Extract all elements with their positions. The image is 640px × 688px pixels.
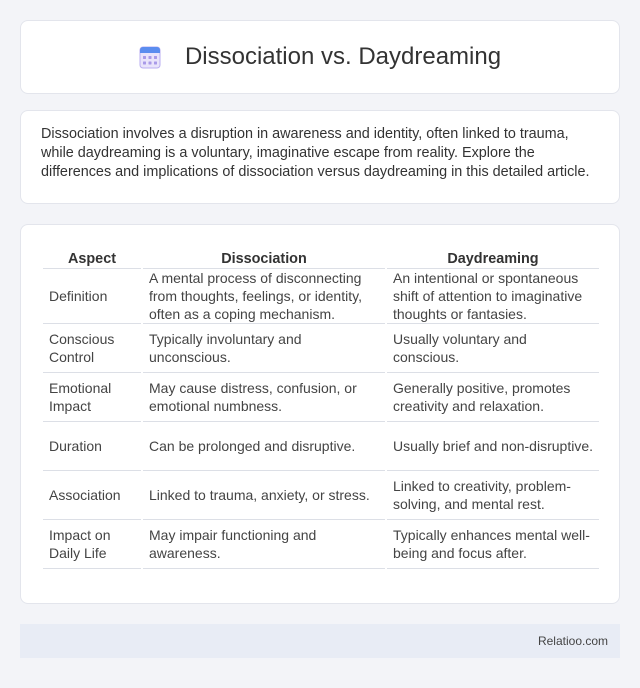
intro-card [20, 110, 620, 204]
table-row [43, 373, 599, 422]
title-card [20, 20, 620, 94]
table-header-row [43, 245, 599, 269]
footer-brand: Relatioo.com [537, 634, 608, 648]
comparison-card [20, 224, 620, 604]
dissociation-cell: Can be prolonged and disruptive. [143, 422, 385, 471]
dissociation-cell: A mental process of disconnecting from thoughts, feelings, or identity, often as a coping mechanism. [143, 269, 385, 324]
table-row [43, 269, 599, 324]
dissociation-cell: May cause distress, confusion, or emotional numbness. [143, 373, 385, 422]
daydreaming-cell: Usually brief and non-disruptive. [387, 422, 599, 471]
comparison-table [41, 245, 601, 569]
page-title: Dissociation vs. Daydreaming [184, 43, 502, 70]
aspect-cell: Definition [43, 269, 141, 324]
intro-text: Dissociation involves a disruption in awareness and identity, often linked to trauma, while daydreaming is a voluntary, imaginative escape from reality. Explore the differences and implications of dissociation versus daydreaming in this detailed article. [41, 126, 590, 180]
aspect-cell: Conscious Control [43, 324, 141, 373]
column-header: Aspect [43, 245, 141, 269]
aspect-cell: Duration [43, 422, 141, 471]
column-header: Daydreaming [387, 245, 599, 269]
dissociation-cell: Typically involuntary and unconscious. [143, 324, 385, 373]
calendar-icon [139, 45, 161, 69]
aspect-cell: Association [43, 471, 141, 520]
daydreaming-cell: An intentional or spontaneous shift of attention to imaginative thoughts or fantasies. [387, 269, 599, 324]
aspect-cell: Impact on Daily Life [43, 520, 141, 569]
dissociation-cell: Linked to trauma, anxiety, or stress. [143, 471, 385, 520]
column-header: Dissociation [143, 245, 385, 269]
daydreaming-cell: Usually voluntary and conscious. [387, 324, 599, 373]
table-row [43, 324, 599, 373]
dissociation-cell: May impair functioning and awareness. [143, 520, 385, 569]
aspect-cell: Emotional Impact [43, 373, 141, 422]
table-row [43, 520, 599, 569]
daydreaming-cell: Typically enhances mental well-being and focus after. [387, 520, 599, 569]
table-row [43, 471, 599, 520]
daydreaming-cell: Linked to creativity, problem-solving, and mental rest. [387, 471, 599, 520]
daydreaming-cell: Generally positive, promotes creativity and relaxation. [387, 373, 599, 422]
footer [20, 624, 620, 658]
table-row [43, 422, 599, 471]
